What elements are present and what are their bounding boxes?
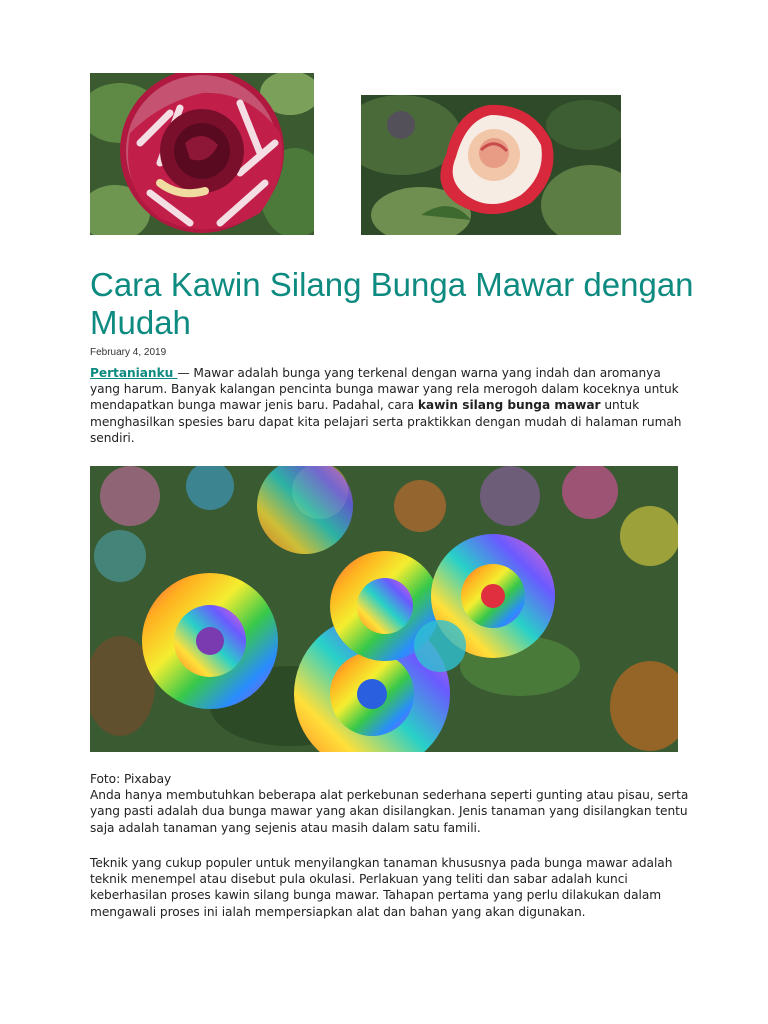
paragraph-1-text: Anda hanya membutuhkan beberapa alat perkebunan sederhana seperti gunting atau pisau, serta yang pasti adalah dua bunga mawar yang akan disilangkan. Jenis tanaman yang disilangkan tentu saja adalah tanaman yang sejenis atau masih dalam satu famili. bbox=[90, 788, 689, 835]
intro-bold-keyword: kawin silang bunga mawar bbox=[417, 398, 601, 413]
intro-text-before: Mawar adalah bunga yang terkenal dengan warna yang indah dan aromanya yang harum. Banyak kalangan pencinta bunga mawar yang rela merogoh dalam koceknya untuk mendapatkan bunga mawar jenis baru. Padahal, cara bbox=[90, 366, 679, 413]
article-date: February 4, 2019 bbox=[90, 347, 167, 358]
intro-dash: — bbox=[177, 366, 194, 380]
red-edged-rose-photo bbox=[361, 95, 621, 235]
striped-rose-photo bbox=[90, 73, 314, 235]
article-title: Cara Kawin Silang Bunga Mawar dengan Mudah bbox=[90, 266, 694, 341]
photo-caption: Foto: Pixabay bbox=[90, 772, 172, 786]
intro-text-after: untuk menghasilkan spesies baru dapat kita pelajari serta praktikkan dengan mudah di halaman rumah sendiri. bbox=[90, 398, 682, 445]
intro-paragraph bbox=[90, 365, 690, 446]
body-paragraph-2: Teknik yang cukup populer untuk menyilangkan tanaman khususnya pada bunga mawar adalah teknik menempel atau disebut pula okulasi. Perlakuan yang teliti dan sabar adalah kunci keberhasilan proses kawin silang bunga mawar. Tahapan pertama yang perlu dilakukan dalam mengawali proses ini ialah mempersiapkan alat dan bahan yang akan digunakan. bbox=[90, 856, 673, 919]
body-paragraph-1 bbox=[90, 771, 690, 836]
source-link[interactable]: Pertanianku bbox=[90, 366, 178, 380]
rainbow-roses-photo bbox=[90, 466, 678, 752]
